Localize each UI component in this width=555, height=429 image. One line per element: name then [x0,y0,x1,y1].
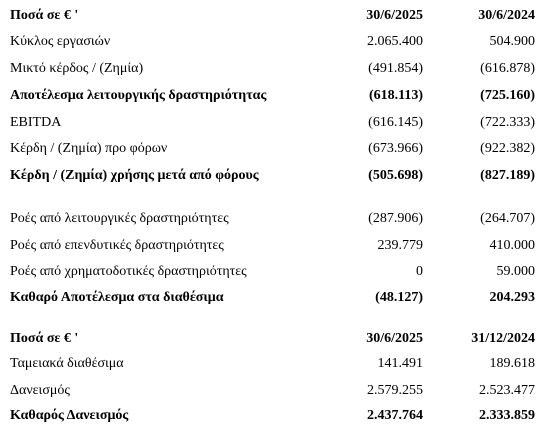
table-row [0,236,555,256]
header-period-2: 30/6/2024 [478,8,535,23]
row-label: Κύκλος εργασιών [10,34,111,49]
header-period-1: 30/6/2025 [366,8,423,23]
row-value-1: 2.065.400 [367,34,423,49]
row-value-1: (287.906) [368,211,423,226]
row-label: Ροές από χρηματοδοτικές δραστηριότητες [10,264,247,279]
row-value-1: (673.966) [368,141,423,156]
header-period-1: 30/6/2025 [366,331,423,346]
table-row-total [0,288,555,308]
row-label: EBITDA [10,115,62,130]
row-value-1: (505.698) [368,168,423,183]
row-value-1: (48.127) [375,290,423,305]
table-header-row [0,6,555,26]
row-label: Καθαρό Αποτέλεσμα στα διαθέσιμα [10,290,224,305]
row-value-1: 141.491 [377,356,423,371]
row-label: Καθαρός Δανεισμός [10,408,129,423]
header-label: Ποσά σε € ' [10,331,79,346]
header-label: Ποσά σε € ' [10,8,79,23]
row-value-2: 189.618 [489,356,535,371]
row-value-2: (725.160) [480,88,535,103]
table-row [0,139,555,159]
row-value-1: (491.854) [368,61,423,76]
row-value-2: (922.382) [480,141,535,156]
header-period-2: 31/12/2024 [471,331,535,346]
row-value-1: 239.779 [377,238,423,253]
table-row [0,113,555,133]
table-row [0,354,555,374]
row-label: Δανεισμός [10,383,70,398]
row-label: Κέρδη / (Ζημία) προ φόρων [10,141,168,156]
row-label: Ροές από επενδυτικές δραστηριότητες [10,238,224,253]
table-row-total [0,406,555,426]
row-value-2: 2.523.477 [479,383,535,398]
row-value-2: (827.189) [480,168,535,183]
row-label: Ροές από λειτουργικές δραστηριότητες [10,211,229,226]
table-row [0,262,555,282]
row-value-2: (616.878) [480,61,535,76]
row-value-1: 2.579.255 [367,383,423,398]
row-label: Κέρδη / (Ζημία) χρήσης μετά από φόρους [10,168,259,183]
table-row-total [0,166,555,186]
row-value-1: 2.437.764 [367,408,423,423]
row-value-2: 204.293 [489,290,535,305]
row-value-1: (618.113) [368,88,423,103]
row-value-1: 0 [416,264,423,279]
table-row [0,209,555,229]
row-label: Μικτό κέρδος / (Ζημία) [10,61,144,76]
table-header-row [0,329,555,349]
row-label: Αποτέλεσμα λειτουργικής δραστηριότητας [10,88,267,103]
row-value-1: (616.145) [368,115,423,130]
row-label: Ταμειακά διαθέσιμα [10,356,124,371]
row-value-2: 59.000 [496,264,535,279]
row-value-2: 2.333.859 [479,408,535,423]
row-value-2: (264.707) [480,211,535,226]
table-row [0,381,555,401]
table-row-total [0,86,555,106]
table-row [0,32,555,52]
table-row [0,59,555,79]
row-value-2: 504.900 [489,34,535,49]
row-value-2: (722.333) [480,115,535,130]
row-value-2: 410.000 [489,238,535,253]
